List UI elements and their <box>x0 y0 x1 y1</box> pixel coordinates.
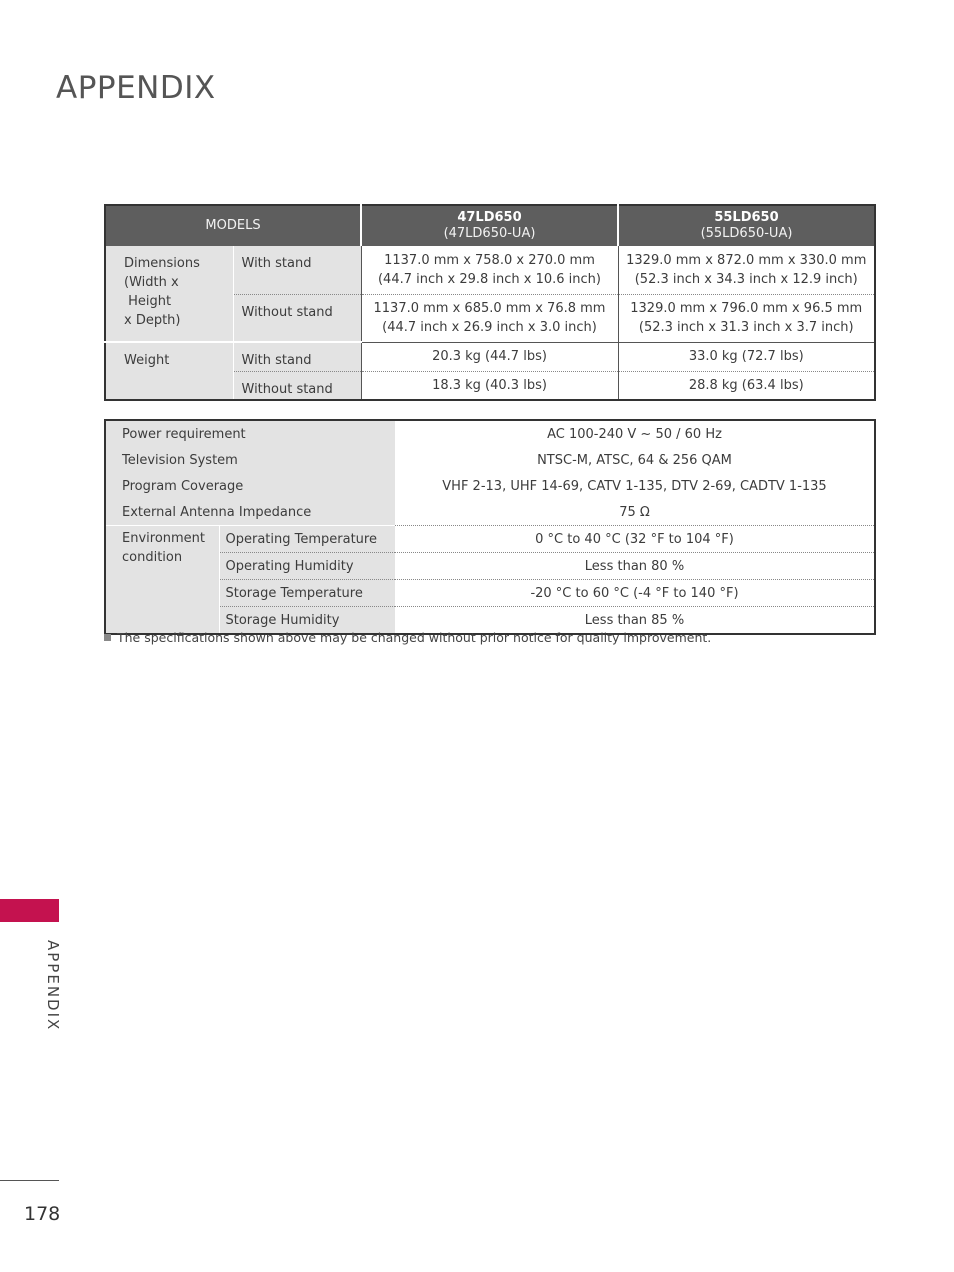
footer-divider <box>0 1180 59 1181</box>
dimensions-label-line: (Width x <box>124 275 179 290</box>
square-bullet-icon <box>104 634 111 641</box>
without-stand-label: Without stand <box>233 371 361 400</box>
weight-value: 18.3 kg (40.3 lbs) <box>361 371 618 400</box>
spec-label: Storage Temperature <box>219 580 395 607</box>
table-row <box>105 342 875 371</box>
weight-value: 20.3 kg (44.7 lbs) <box>361 342 618 371</box>
spec-value: NTSC-M, ATSC, 64 & 256 QAM <box>537 452 732 468</box>
spec-value: 0 °C to 40 °C (32 °F to 104 °F) <box>395 526 875 553</box>
spec-value: Less than 85 % <box>395 607 875 635</box>
value-line: (44.7 inch x 26.9 inch x 3.0 inch) <box>382 320 597 335</box>
dimensions-weight-table <box>104 204 876 401</box>
table-row <box>105 580 875 607</box>
spec-note-text: The specifications shown above may be changed without prior notice for quality improvement. <box>117 630 712 645</box>
side-section-label: APPENDIX <box>44 940 62 1032</box>
spec-value: -20 °C to 60 °C (-4 °F to 140 °F) <box>395 580 875 607</box>
table-row <box>105 526 875 553</box>
spec-label: Operating Temperature <box>219 526 395 553</box>
table-row <box>105 473 875 499</box>
page-number: 178 <box>24 1203 61 1225</box>
value-line: (44.7 inch x 29.8 inch x 10.6 inch) <box>377 271 601 287</box>
value-line: 1137.0 mm x 685.0 mm x 76.8 mm <box>373 301 606 316</box>
dimension-value <box>361 294 618 342</box>
environment-label-line: Environment <box>122 531 206 546</box>
model-47-code: (47LD650-UA) <box>443 226 536 241</box>
spec-note <box>104 630 711 645</box>
dimension-value <box>618 246 875 294</box>
models-header: MODELS <box>105 205 361 246</box>
spec-label: Operating Humidity <box>219 553 395 580</box>
with-stand-label: With stand <box>233 342 361 371</box>
without-stand-label: Without stand <box>233 294 361 342</box>
section-tab-marker <box>0 899 59 922</box>
spec-label: Storage Humidity <box>219 607 395 635</box>
table-row <box>105 246 875 294</box>
spec-label: Power requirement <box>105 420 395 447</box>
model-55-name: 55LD650 <box>714 210 779 225</box>
weight-value: 33.0 kg (72.7 lbs) <box>618 342 875 371</box>
spec-value: VHF 2-13, UHF 14-69, CATV 1-135, DTV 2-69, CADTV 1-135 <box>442 478 827 494</box>
table-row <box>105 499 875 526</box>
model-55-header <box>618 205 875 246</box>
table-row <box>105 553 875 580</box>
environment-label-line: condition <box>122 550 183 565</box>
with-stand-label: With stand <box>233 246 361 294</box>
weight-value: 28.8 kg (63.4 lbs) <box>618 371 875 400</box>
dimension-value <box>361 246 618 294</box>
spec-value: 75 Ω <box>619 504 650 520</box>
table-header-row <box>105 205 875 246</box>
spec-value: Less than 80 % <box>395 553 875 580</box>
page-title: APPENDIX <box>56 70 216 106</box>
spec-label: External Antenna Impedance <box>105 499 395 526</box>
dimensions-label-line: x Depth) <box>124 313 181 328</box>
model-55-code: (55LD650-UA) <box>700 226 793 241</box>
value-line: (52.3 inch x 34.3 inch x 12.9 inch) <box>634 271 858 287</box>
spec-value: AC 100-240 V ~ 50 / 60 Hz <box>547 426 722 442</box>
value-line: 1329.0 mm x 796.0 mm x 96.5 mm <box>630 301 863 316</box>
value-line: (52.3 inch x 31.3 inch x 3.7 inch) <box>638 320 854 335</box>
weight-label: Weight <box>105 342 233 400</box>
dimensions-label-line: Dimensions <box>124 256 200 271</box>
value-line: 1137.0 mm x 758.0 x 270.0 mm <box>384 252 595 268</box>
model-47-header <box>361 205 618 246</box>
dimensions-label-line: Height <box>124 294 172 309</box>
electrical-spec-table <box>104 419 876 635</box>
value-line: 1329.0 mm x 872.0 mm x 330.0 mm <box>626 252 867 268</box>
model-47-name: 47LD650 <box>457 210 522 225</box>
environment-label <box>105 526 219 635</box>
table-row <box>105 420 875 447</box>
spec-label: Program Coverage <box>105 473 395 499</box>
spec-label: Television System <box>105 447 395 473</box>
dimension-value <box>618 294 875 342</box>
dimensions-label <box>105 246 233 342</box>
table-row <box>105 447 875 473</box>
